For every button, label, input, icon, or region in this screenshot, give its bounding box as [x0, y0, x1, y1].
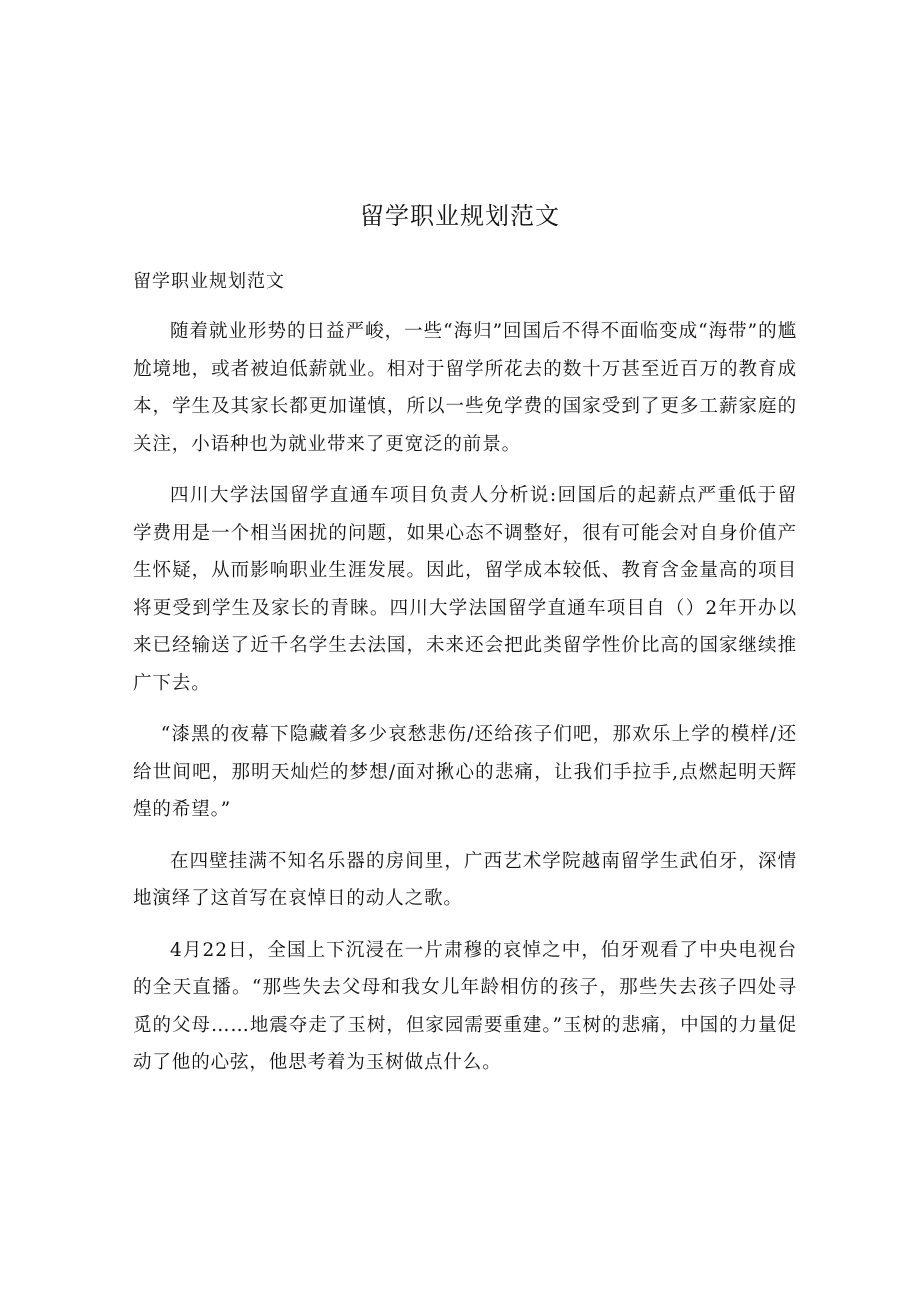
- paragraph-song-quote: “漆黑的夜幕下隐藏着多少哀愁悲伤/还给孩子们吧，那欢乐上学的模样/还给世间吧，那明天灿烂的梦想/面对揪心的悲痛，让我们手拉手,点燃起明天辉煌的希望。”: [133, 724, 797, 820]
- document-subtitle: 留学职业规划范文: [133, 271, 285, 292]
- document-title: 留学职业规划范文: [360, 202, 560, 230]
- paragraph-sichuan-program: 四川大学法国留学直通车项目负责人分析说:回国后的起薪点严重低于留学费用是一个相当困扰的问题，如果心态不调整好，很有可能会对自身价值产生怀疑，从而影响职业生涯发展。因此，留学成本较低、教育含金量高的项目将更受到学生及家长的青睐。四川大学法国留学直通车项目自（）2年开办以来已经输送了近千名学生去法国，未来还会把此类留学性价比高的国家继续推广下去。: [133, 485, 797, 694]
- paragraph-student-performance: 在四壁挂满不知名乐器的房间里，广西艺术学院越南留学生武伯牙，深情地演绎了这首写在哀悼日的动人之歌。: [133, 850, 797, 909]
- document-body: [133, 313, 797, 1096]
- paragraph-employment: 随着就业形势的日益严峻，一些“海归”回国后不得不面临变成“海带”的尴尬境地，或者被迫低薪就业。相对于留学所花去的数十万甚至近百万的教育成本，学生及其家长都更加谨慎，所以一些免学费的国家受到了更多工薪家庭的关注，小语种也为就业带来了更宽泛的前景。: [133, 321, 797, 455]
- paragraph-yushu-mourning: 4月22日，全国上下沉浸在一片肃穆的哀悼之中，伯牙观看了中央电视台的全天直播。“那些失去父母和我女儿年龄相仿的孩子，那些失去孩子四处寻觅的父母……地震夺走了玉树，但家园需要重建。”玉树的悲痛，中国的力量促动了他的心弦，他思考着为玉树做点什么。: [133, 939, 797, 1073]
